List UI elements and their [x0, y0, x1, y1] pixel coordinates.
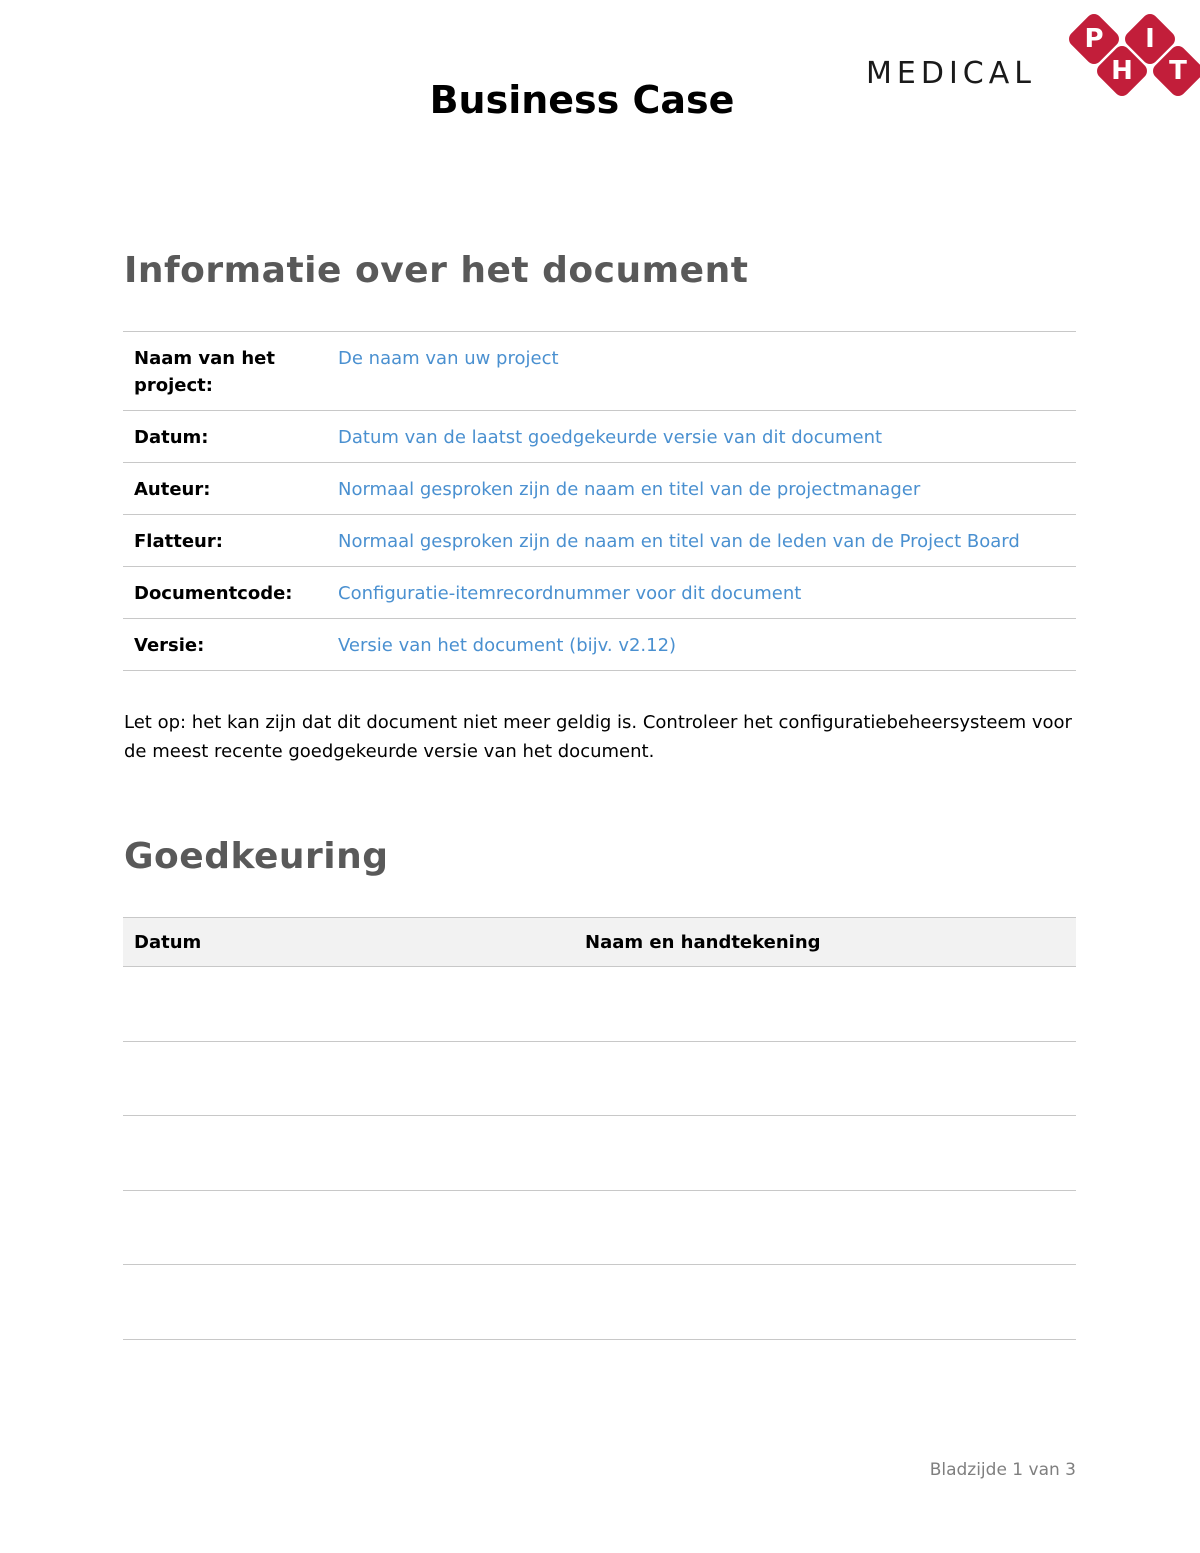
cell-name-signature[interactable]	[585, 1191, 1076, 1265]
table-row	[123, 1191, 1076, 1266]
table-row	[123, 1116, 1076, 1191]
info-value: Configuratie-itemrecordnummer voor dit document	[338, 583, 802, 604]
cell-name-signature[interactable]	[585, 1116, 1076, 1190]
info-row-version	[123, 618, 1076, 671]
info-row-flatteur	[123, 514, 1076, 566]
info-section-heading: Informatie over het document	[124, 250, 749, 291]
info-label: Naam van het project:	[134, 348, 275, 396]
logo-letter-i: I	[1145, 24, 1155, 54]
approval-table	[123, 917, 1076, 1340]
cell-name-signature[interactable]	[585, 1042, 1076, 1116]
approval-table-header	[123, 917, 1076, 967]
info-label: Datum:	[134, 427, 209, 448]
logo-letter-h: H	[1111, 56, 1133, 86]
info-value: Versie van het document (bijv. v2.12)	[338, 635, 677, 656]
table-row	[123, 1042, 1076, 1117]
info-label: Documentcode:	[134, 583, 293, 604]
cell-date[interactable]	[123, 1042, 585, 1116]
info-value: Normaal gesproken zijn de naam en titel van de projectmanager	[338, 479, 921, 500]
document-title: Business Case	[429, 78, 735, 122]
cell-date[interactable]	[123, 967, 585, 1041]
column-header-name-signature: Naam en handtekening	[585, 932, 821, 953]
table-row	[123, 967, 1076, 1042]
cell-date[interactable]	[123, 1191, 585, 1265]
document-info-table	[123, 331, 1076, 671]
approval-section-heading: Goedkeuring	[124, 836, 389, 877]
info-label: Versie:	[134, 635, 205, 656]
validity-note: Let op: het kan zijn dat dit document niet meer geldig is. Controleer het configuratiebeheersysteem voor de meest recente goedgekeurde versie van het document.	[124, 712, 1072, 762]
cell-name-signature[interactable]	[585, 967, 1076, 1041]
cell-date[interactable]	[123, 1116, 585, 1190]
info-row-date	[123, 410, 1076, 462]
info-row-author	[123, 462, 1076, 514]
info-value: Datum van de laatst goedgekeurde versie van dit document	[338, 427, 883, 448]
logo-letter-t: T	[1169, 56, 1187, 86]
info-label: Flatteur:	[134, 531, 223, 552]
info-value: De naam van uw project	[338, 348, 559, 369]
info-value: Normaal gesproken zijn de naam en titel van de leden van de Project Board	[338, 531, 1020, 552]
table-row	[123, 1265, 1076, 1340]
page-number-footer: Bladzijde 1 van 3	[929, 1460, 1076, 1480]
logo-letter-p: P	[1084, 24, 1104, 54]
cell-name-signature[interactable]	[585, 1265, 1076, 1339]
logo-wordmark: MEDICAL	[866, 56, 1036, 91]
cell-date[interactable]	[123, 1265, 585, 1339]
info-label: Auteur:	[134, 479, 211, 500]
info-row-document-code	[123, 566, 1076, 618]
info-row-project-name	[123, 331, 1076, 410]
column-header-date: Datum	[134, 932, 202, 953]
